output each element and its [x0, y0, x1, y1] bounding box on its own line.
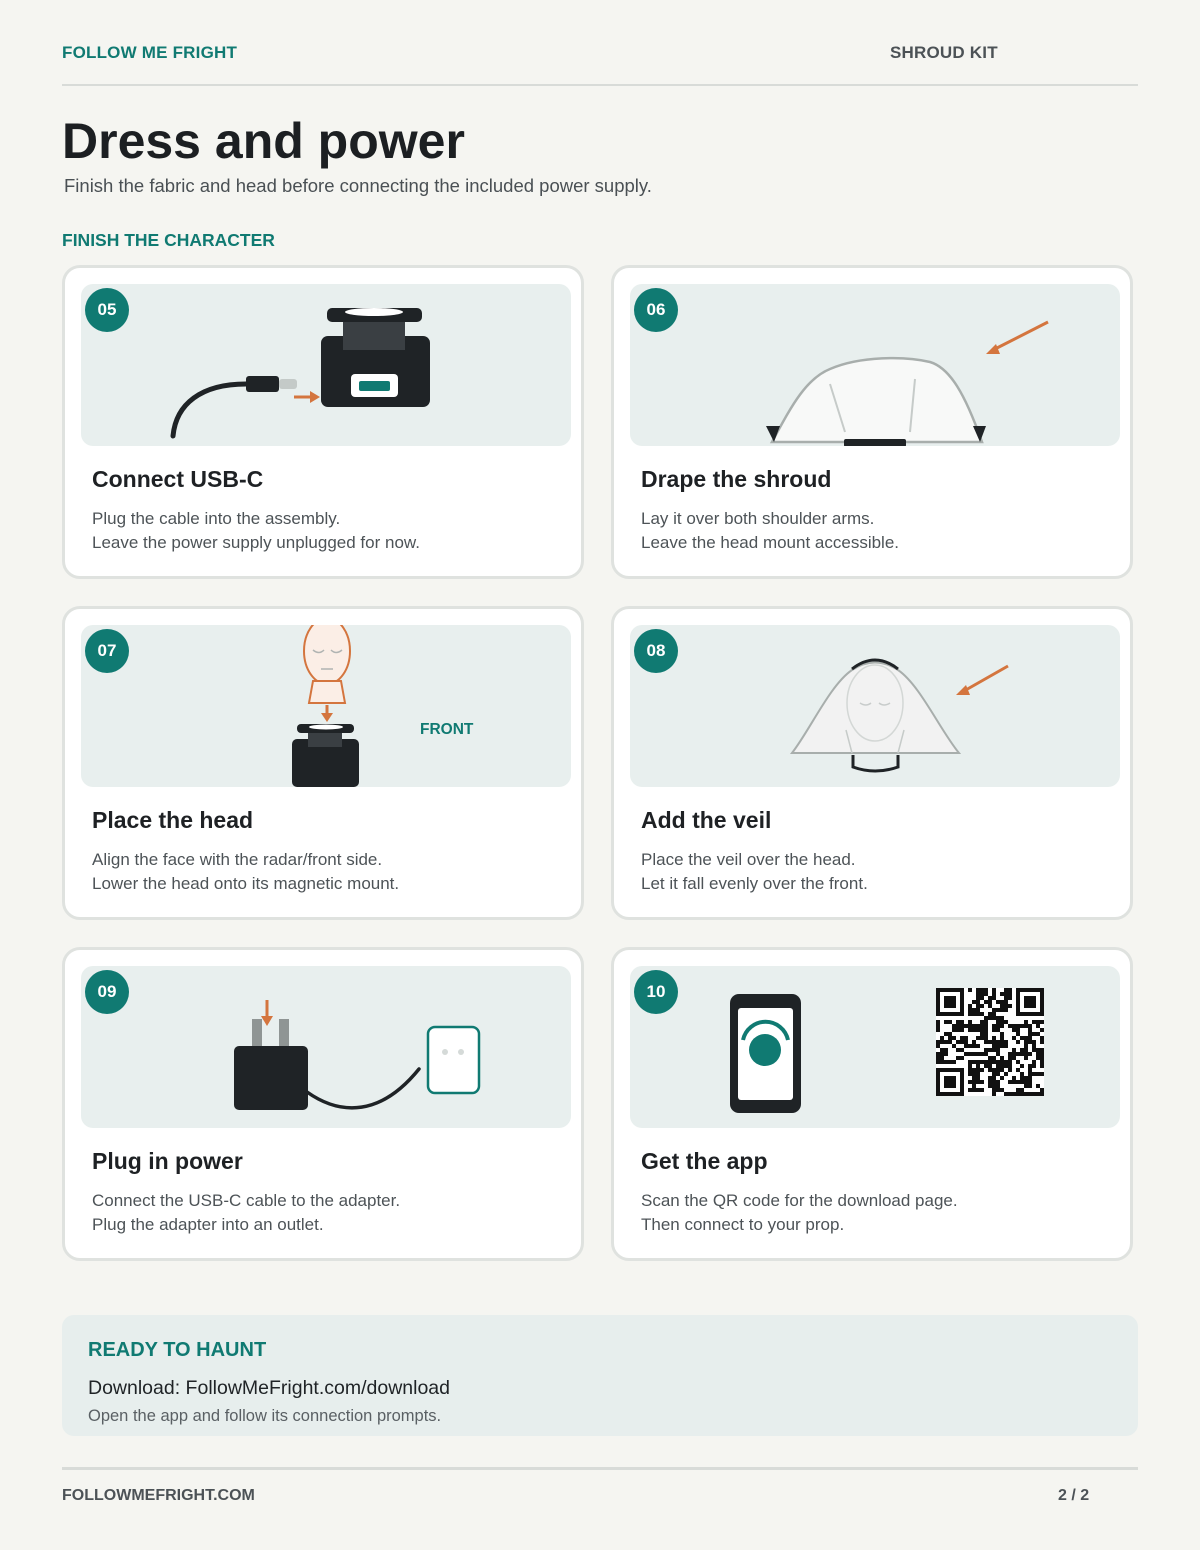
usb-c-cable-icon — [81, 284, 571, 446]
step-illustration — [630, 625, 1120, 787]
step-title: Get the app — [641, 1148, 768, 1174]
step-instruction: Scan the QR code for the download page. — [641, 1191, 958, 1210]
step-instruction: Then connect to your prop. — [641, 1215, 845, 1234]
step-title: Drape the shroud — [641, 466, 832, 492]
step-instruction: Plug the adapter into an outlet. — [92, 1215, 324, 1234]
step-card-05 — [62, 265, 584, 579]
ready-title: READY TO HAUNT — [88, 1339, 267, 1361]
ready-callout — [62, 1315, 1138, 1436]
header-divider — [62, 84, 1138, 86]
step-illustration — [81, 284, 571, 446]
step-instruction: Place the veil over the head. — [641, 850, 856, 869]
front-label: FRONT — [420, 721, 474, 738]
step-number-badge: 08 — [634, 629, 678, 673]
page-subtitle: Finish the fabric and head before connecting the included power supply. — [64, 175, 652, 196]
step-instruction: Align the face with the radar/front side. — [92, 850, 383, 869]
step-instruction: Plug the cable into the assembly. — [92, 509, 341, 528]
shroud-icon — [630, 284, 1120, 446]
download-link-text[interactable]: Download: FollowMeFright.com/download — [88, 1377, 450, 1399]
step-instruction: Lay it over both shoulder arms. — [641, 509, 875, 528]
step-number-badge: 09 — [85, 970, 129, 1014]
step-card-07 — [62, 606, 584, 920]
step-number-badge: 07 — [85, 629, 129, 673]
step-instruction: Leave the head mount accessible. — [641, 533, 900, 552]
ready-note: Open the app and follow its connection prompts. — [88, 1407, 442, 1425]
step-instruction: Let it fall evenly over the front. — [641, 874, 868, 893]
footer-divider — [62, 1467, 1138, 1470]
step-number-badge: 05 — [85, 288, 129, 332]
step-title: Place the head — [92, 807, 254, 833]
step-card-08 — [611, 606, 1133, 920]
kit-name: SHROUD KIT — [890, 43, 998, 62]
page-number: 2 / 2 — [1058, 1487, 1090, 1504]
page-title: Dress and power — [62, 113, 465, 169]
step-instruction: Connect the USB-C cable to the adapter. — [92, 1191, 401, 1210]
footer-website[interactable]: FOLLOWMEFRIGHT.COM — [62, 1487, 255, 1504]
phone-app-icon — [630, 966, 1120, 1128]
step-illustration — [81, 966, 571, 1128]
qr-code-icon — [936, 988, 1044, 1096]
step-title: Connect USB-C — [92, 466, 264, 492]
head-mount-icon — [81, 625, 571, 787]
step-title: Plug in power — [92, 1148, 243, 1174]
step-instruction: Lower the head onto its magnetic mount. — [92, 874, 400, 893]
step-card-06 — [611, 265, 1133, 579]
step-instruction: Leave the power supply unplugged for now. — [92, 533, 420, 552]
step-illustration — [81, 625, 571, 787]
step-title: Add the veil — [641, 807, 772, 833]
step-illustration — [630, 966, 1120, 1128]
section-label: FINISH THE CHARACTER — [62, 230, 275, 250]
brand-name: FOLLOW ME FRIGHT — [62, 43, 238, 62]
step-number-badge: 06 — [634, 288, 678, 332]
step-illustration — [630, 284, 1120, 446]
veil-icon — [630, 625, 1120, 787]
step-card-09 — [62, 947, 584, 1261]
step-card-10 — [611, 947, 1133, 1261]
step-number-badge: 10 — [634, 970, 678, 1014]
power-adapter-icon — [81, 966, 571, 1128]
